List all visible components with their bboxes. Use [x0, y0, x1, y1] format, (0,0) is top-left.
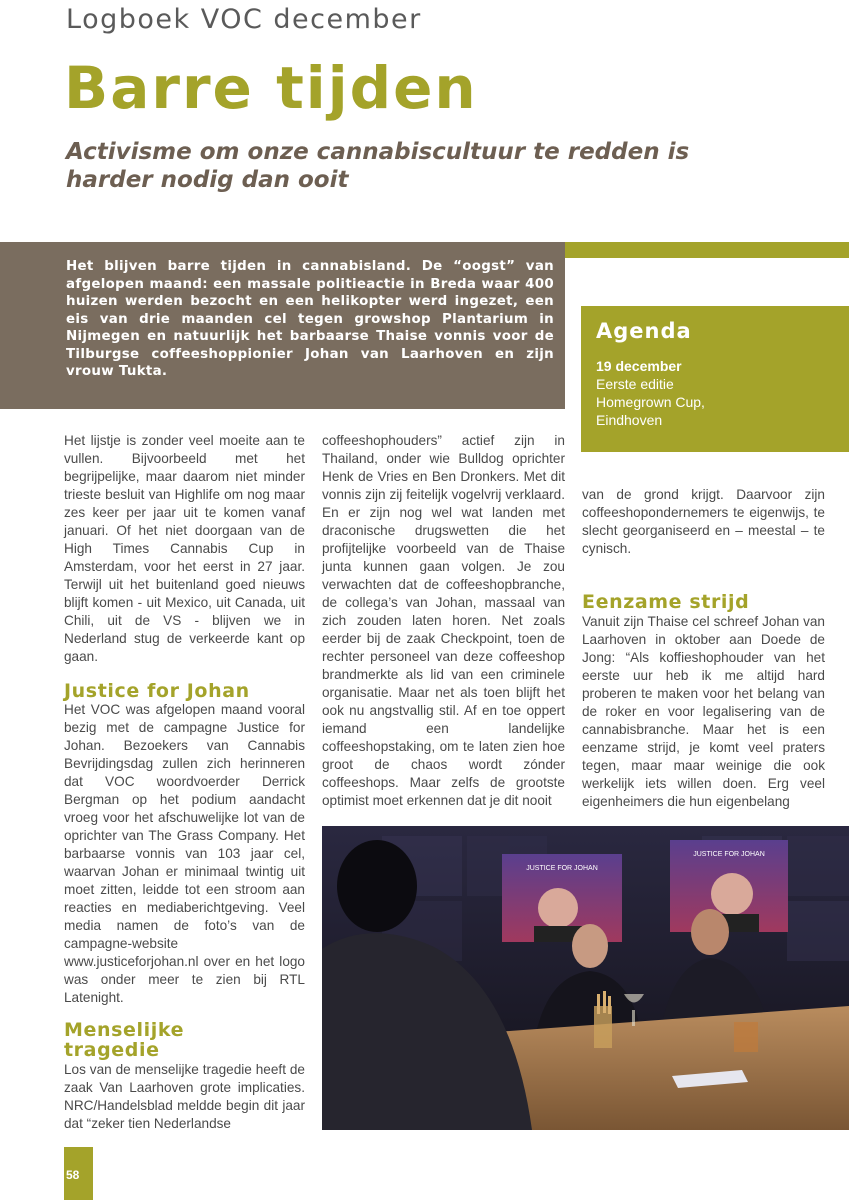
heading-justice-for-johan: Justice for Johan	[64, 680, 250, 702]
agenda-line-2: Homegrown Cup,	[596, 394, 705, 410]
body-paragraph: Vanuit zijn Thaise cel schreef Johan van Laarhoven in oktober aan Doede de Jong: “Als koffieshophouder van het eerste uur heb ik me altijd hard proberen te maken voor het belang van de roker en voor legalisering van de cannabisbranche. Maar het is een eenzame strijd, je komt veel praters tegen, maar maar weinige die ook werkelijk iets willen doen. Erg veel eigenheimers die hun eigenbelang	[582, 614, 825, 809]
agenda-date: 19 december	[596, 358, 682, 374]
agenda-title: Agenda	[596, 319, 692, 343]
column-3-text	[582, 486, 825, 558]
heading-menselijke-tragedie: Menselijke tragedie	[64, 1019, 185, 1061]
section-header: Logboek VOC december	[66, 4, 422, 35]
accent-strip	[565, 242, 849, 258]
photo-illustration	[322, 826, 849, 1130]
tv-studio-photo	[322, 826, 849, 1130]
screen-caption-right: JUSTICE FOR JOHAN	[693, 851, 765, 858]
body-paragraph: Het lijstje is zonder veel moeite aan te vullen. Bijvoorbeeld met het begrijpelijke, maar daarom niet minder trieste besluit van Highlife om nog maar zes keer per jaar uit te komen vanaf januari. Of het niet doorgaan van de High Times Cannabis Cup in Amsterdam, voor het eerst in 27 jaar. Terwijl uit het buitenland goed nieuws blijft komen - uit Mexico, uit Canada, uit Chili, uit de VS - blijven we in Nederland stug de verkeerde kant op gaan.	[64, 433, 305, 664]
article-subtitle: Activisme om onze cannabiscultuur te redden is harder nodig dan ooit	[66, 139, 690, 193]
body-paragraph: Het VOC was afgelopen maand vooral bezig met de campagne Justice for Johan. Bezoekers van Cannabis Bevrijdingsdag zullen zich herinneren dat VOC woordvoerder Derrick Bergman op het podium aandacht vroeg voor het afschuwelijke lot van de oprichter van The Grass Company. Het barbaarse vonnis van 103 jaar cel, waarvan Johan er minimaal twintig uit moet zitten, leidde tot een stroom aan reacties en mediaberichtgeving. Veel media namen de foto’s van de campagne-website www.justiceforjohan.nl over en het logo was onder meer te zien bij RTL Latenight.	[64, 702, 305, 1005]
drink-glass	[734, 1022, 758, 1052]
article-title: Barre tijden	[64, 54, 478, 122]
screen-caption-left: JUSTICE FOR JOHAN	[526, 865, 598, 872]
screen-face-right	[711, 873, 753, 915]
agenda-box	[581, 306, 849, 452]
mens-text	[64, 1061, 305, 1133]
screen-face-left	[538, 888, 578, 928]
agenda-line-1: Eerste editie	[596, 376, 674, 392]
intro-paragraph: Het blijven barre tijden in cannabisland. De “oogst” van afgelopen maand: een massale politieactie in Breda waar 400 huizen werden bezocht en een helikopter werd ingezet, een eis van drie maanden cel tegen growshop Plantarium in Nijmegen en natuurlijk het barbaarse Thaise vonnis voor de Tilburgse coffeeshoppionier Johan van Laarhoven en zijn vrouw Tukta.	[66, 259, 554, 379]
column-2-text	[322, 432, 565, 810]
eenzaam-text	[582, 613, 825, 811]
heading-eenzame-strijd: Eenzame strijd	[582, 591, 750, 613]
justice-text	[64, 701, 305, 1007]
column-1-text	[64, 432, 305, 666]
body-paragraph: Los van de menselijke tragedie heeft de zaak Van Laarhoven grote implicaties. NRC/Handelsblad meldde begin dit jaar dat “zeker tien Nederlandse	[64, 1062, 305, 1131]
body-paragraph: van de grond krijgt. Daarvoor zijn coffeeshopondernemers te eigenwijs, te slecht georganiseerd en – meestal – te cynisch.	[582, 487, 825, 556]
body-paragraph: coffeeshophouders” actief zijn in Thailand, onder wie Bulldog oprichter Henk de Vries en Ben Dronkers. Met dit vonnis zijn zij feitelijk vogelvrij verklaard. En er zijn nog wel wat landen met draconische drugswetten die het profijtelijke voorbeeld van de Thaise junta kunnen gaan volgen. Je zou verwachten dat de coffeeshopbranche, de collega’s van Johan, massaal van zich zouden laten horen. Net zoals eerder bij de zaak Checkpoint, toen de rechter personeel van deze coffeeshop brandmerkte als lid van een criminele organisatie. Maar net als toen blijft het ook nu angstvallig stil. Af en toe oppert iemand een landelijke coffeeshopstaking, om te laten zien hoe groot de chaos wordt zónder coffeeshops. Maar zelfs de grootste optimist moet erkennen dat je dit nooit	[322, 433, 565, 808]
page-number: 58	[66, 1168, 80, 1182]
agenda-line-3: Eindhoven	[596, 412, 663, 428]
